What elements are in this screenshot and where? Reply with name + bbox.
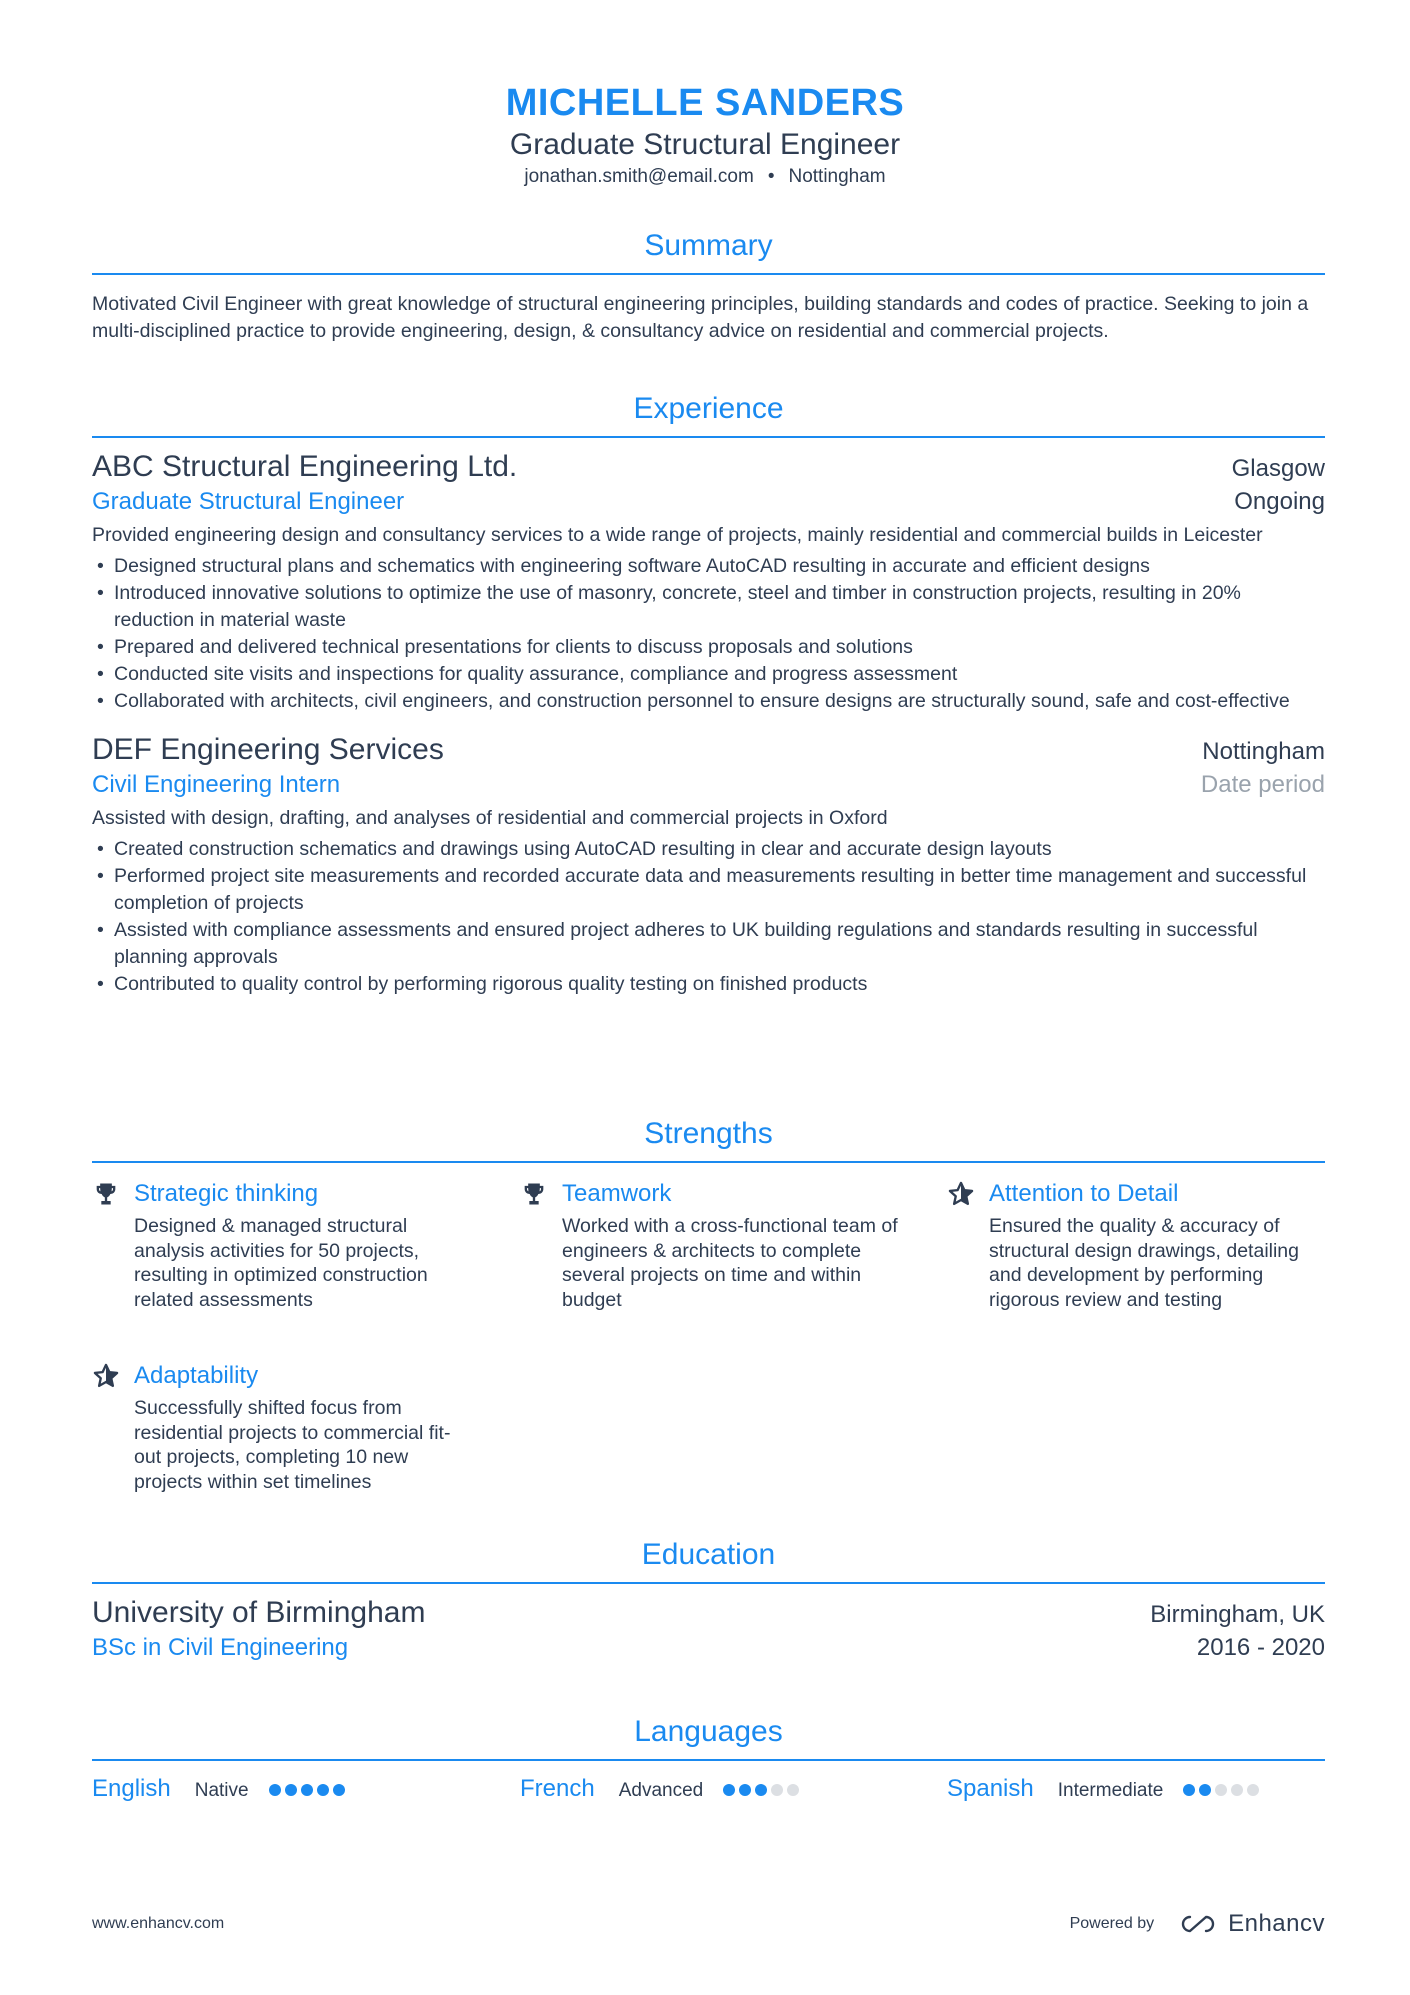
job-subheader [92,488,1325,516]
education-header [92,1596,1325,1630]
rating-dot-empty [787,1784,799,1796]
rating-dot-empty [1231,1784,1243,1796]
star-icon [92,1362,120,1390]
job-header [92,733,1325,767]
star-icon [947,1180,975,1208]
language-item [92,1775,345,1803]
summary-section [92,228,1325,345]
education-heading: Education [92,1537,1325,1584]
job-date: Ongoing [1234,488,1325,515]
job-bullet: • Contributed to quality control by performing rigorous quality testing on finished products [114,971,1325,998]
job-description: Provided engineering design and consultancy services to a wide range of projects, mainly residential and commercial builds in Leicester [92,524,1263,546]
education-school: University of Birmingham [92,1596,426,1629]
job-bullet: • Assisted with compliance assessments and ensured project adheres to UK building regulations and standards resulting in successful planning approvals [114,917,1325,971]
strength-item [92,1362,472,1494]
experience-heading: Experience [92,391,1325,438]
rating-dot-filled [755,1784,767,1796]
summary-heading: Summary [92,228,1325,275]
education-section [92,1537,1325,1662]
strength-title: Teamwork [562,1180,672,1207]
language-item [520,1775,799,1803]
contact-line [0,166,1410,188]
strengths-section [92,1116,1325,1496]
strength-description: Successfully shifted focus from residential projects to commercial fit-out projects, completing 10 new projects within set timelines [134,1397,451,1493]
rating-dot-empty [1215,1784,1227,1796]
page-footer [92,1910,1325,1938]
contact-separator: • [767,166,775,187]
rating-dot-filled [317,1784,329,1796]
summary-text: Motivated Civil Engineer with great knowledge of structural engineering principles, building standards and codes of practice. Seeking to join a multi-disciplined practice to provide engineering, design, & consultancy advice on residential and commercial projects. [92,293,1309,342]
language-level: Intermediate [1057,1780,1164,1801]
job-subheader [92,771,1325,799]
job-bullet: • Performed project site measurements and recorded accurate data and measurements resulting in better time management and successful completion of projects [114,863,1325,917]
rating-dot-filled [739,1784,751,1796]
rating-dot-filled [1183,1784,1195,1796]
job-bullet: • Introduced innovative solutions to optimize the use of masonry, concrete, steel and timber in construction projects, resulting in 20% reduction in material waste [114,580,1325,634]
strength-title: Strategic thinking [134,1180,319,1207]
education-degree: BSc in Civil Engineering [92,1634,349,1661]
education-subheader [92,1634,1325,1662]
job-entry [92,450,1325,715]
education-dates: 2016 - 2020 [1196,1634,1325,1661]
language-rating [1183,1784,1259,1796]
contact-location: Nottingham [788,166,886,187]
languages-section [92,1714,1325,1804]
rating-dot-filled [333,1784,345,1796]
strength-description: Worked with a cross-functional team of engineers & architects to complete several projects on time and within budget [562,1215,898,1311]
candidate-name: MICHELLE SANDERS [505,82,905,124]
languages-heading: Languages [92,1714,1325,1761]
job-bullets [92,553,1325,715]
language-rating [269,1784,345,1796]
job-bullet: • Collaborated with architects, civil engineers, and construction personnel to ensure designs are structurally sound, safe and cost-effective [114,688,1325,715]
rating-dot-empty [771,1784,783,1796]
contact-email[interactable]: jonathan.smith@email.com [524,166,754,187]
job-bullet: • Prepared and delivered technical presentations for clients to discuss proposals and solutions [114,634,1325,661]
strength-description: Ensured the quality & accuracy of structural design drawings, detailing and development by performing rigorous review and testing [989,1215,1300,1311]
enhancv-brand[interactable]: Enhancv [1228,1910,1325,1937]
job-entry [92,733,1325,998]
resume-header [0,0,1410,188]
language-level: Native [194,1780,249,1801]
job-location: Nottingham [1202,738,1325,765]
experience-section [92,391,1325,998]
rating-dot-filled [301,1784,313,1796]
powered-by [1070,1910,1325,1938]
strength-item [520,1180,900,1312]
rating-dot-filled [723,1784,735,1796]
job-description: Assisted with design, drafting, and analyses of residential and commercial projects in Oxford [92,807,888,829]
language-level: Advanced [618,1780,704,1801]
job-role: Graduate Structural Engineer [92,488,405,515]
job-role: Civil Engineering Intern [92,771,341,798]
job-bullet: • Designed structural plans and schematics with engineering software AutoCAD resulting in accurate and efficient designs [114,553,1325,580]
job-company: DEF Engineering Services [92,733,444,766]
strength-item [947,1180,1327,1312]
language-rating [723,1784,799,1796]
rating-dot-filled [1199,1784,1211,1796]
trophy-icon [520,1180,548,1208]
language-item [947,1775,1259,1803]
job-bullet: • Conducted site visits and inspections for quality assurance, compliance and progress assessment [114,661,1325,688]
strength-title: Attention to Detail [989,1180,1179,1207]
job-header [92,450,1325,484]
strength-title: Adaptability [134,1362,259,1389]
rating-dot-filled [269,1784,281,1796]
powered-by-label: Powered by [1069,1915,1155,1932]
enhancv-logo-icon [1176,1913,1220,1935]
job-bullets [92,836,1325,998]
rating-dot-empty [1247,1784,1259,1796]
job-date: Date period [1200,771,1325,798]
job-company: ABC Structural Engineering Ltd. [92,450,518,483]
job-location: Glasgow [1231,455,1325,482]
candidate-title: Graduate Structural Engineer [509,128,901,161]
footer-url[interactable]: www.enhancv.com [92,1915,225,1932]
trophy-icon [92,1180,120,1208]
language-name: English [92,1775,171,1802]
strength-item [92,1180,472,1312]
language-name: Spanish [947,1775,1034,1802]
rating-dot-filled [285,1784,297,1796]
strengths-heading: Strengths [92,1116,1325,1163]
strength-description: Designed & managed structural analysis activities for 50 projects, resulting in optimized construction related assessments [134,1215,428,1311]
job-bullet: • Created construction schematics and drawings using AutoCAD resulting in clear and accurate design layouts [114,836,1325,863]
language-name: French [520,1775,595,1802]
education-location: Birmingham, UK [1150,1601,1325,1628]
